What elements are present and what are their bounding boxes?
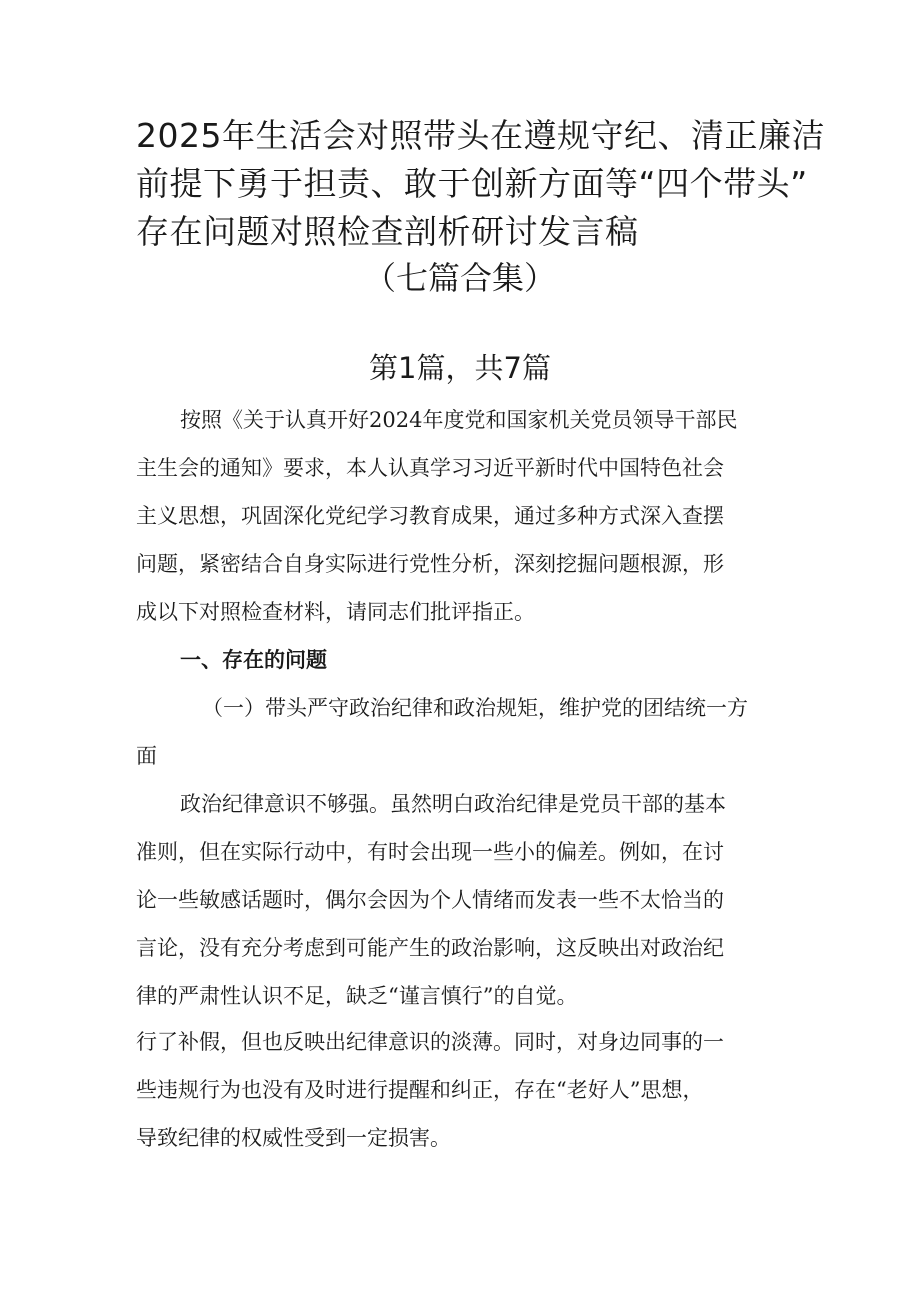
intro-line: 问题，紧密结合自身实际进行党性分析，深刻挖掘问题根源，形 [136,552,724,576]
body-line: 政治纪律意识不够强。虽然明白政治纪律是党员干部的基本 [180,792,726,816]
part-label: 第1篇，共7篇 [369,351,551,385]
section-heading: 一、存在的问题 [180,648,327,672]
title-subtitle: （七篇合集） [363,259,556,297]
continuation-paragraph [136,1018,796,1162]
subheading-line: 面 [136,744,157,768]
title-line-3: 存在问题对照检查剖析研讨发言稿 [136,212,639,251]
continuation-line: 导致纪律的权威性受到一定损害。 [136,1126,451,1150]
body-line: 言论，没有充分考虑到可能产生的政治影响，这反映出对政治纪 [136,936,724,960]
body-line: 律的严肃性认识不足，缺乏“谨言慎行”的自觉。 [136,984,578,1008]
title-line-1: 2025年生活会对照带头在遵规守纪、清正廉洁 [136,116,825,155]
intro-line: 按照《关于认真开好2024年度党和国家机关党员领导干部民 [180,408,738,432]
intro-line: 成以下对照检查材料，请同志们批评指正。 [136,600,535,624]
body-line: 论一些敏感话题时，偶尔会因为个人情绪而发表一些不太恰当的 [136,888,724,912]
body-paragraph [136,780,796,1020]
intro-line: 主生会的通知》要求，本人认真学习习近平新时代中国特色社会 [136,456,724,480]
continuation-line: 行了补假，但也反映出纪律意识的淡薄。同时，对身边同事的一 [136,1030,724,1054]
continuation-line: 些违规行为也没有及时进行提醒和纠正，存在“老好人”思想， [136,1078,704,1102]
title-line-2: 前提下勇于担责、敢于创新方面等“四个带头” [136,164,808,203]
intro-line: 主义思想，巩固深化党纪学习教育成果，通过多种方式深入查摆 [136,504,724,528]
body-line: 准则，但在实际行动中，有时会出现一些小的偏差。例如，在讨 [136,840,724,864]
document-title [136,112,825,256]
intro-paragraph [136,396,796,636]
subheading-line: （一）带头严守政治纪律和政治规矩，维护党的团结统一方 [202,696,748,720]
subheading [136,684,796,780]
